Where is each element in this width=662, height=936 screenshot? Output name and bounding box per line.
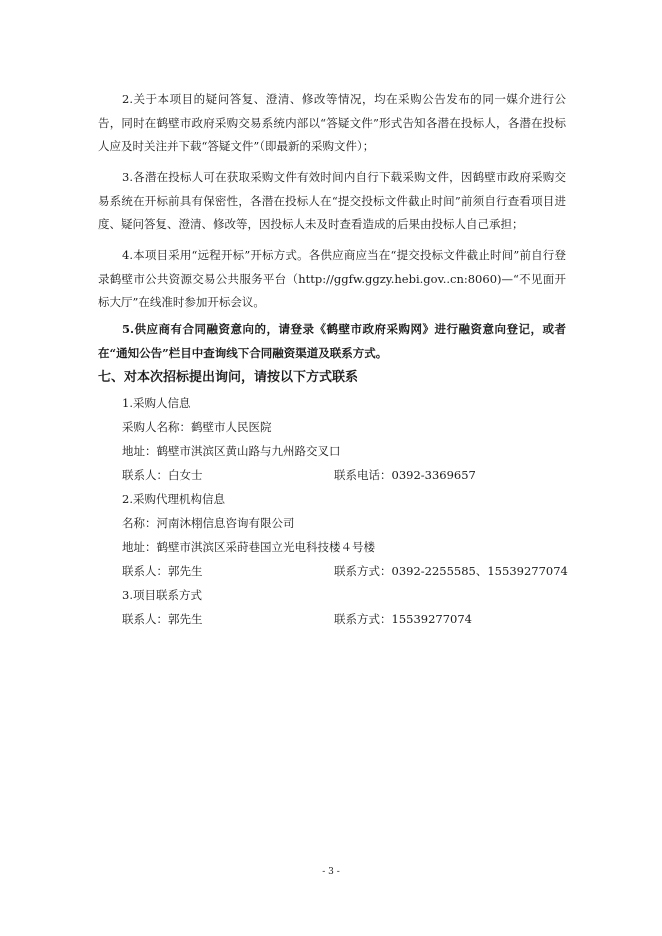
paragraph-clarification: 2.关于本项目的疑问答复、澄清、修改等情况，均在采购公告发布的同一媒介进行公告，同时在鹤壁市政府采购交易系统内部以“答疑文件”形式告知各潜在投标人，各潜在投标人应及时关注并下载“答疑文件”（即最新的采购文件）； xyxy=(98,92,566,153)
project-title: 3.项目联系方式 xyxy=(122,588,202,602)
project-contact: 联系人：郭先生 xyxy=(122,612,203,626)
page-number: - 3 - xyxy=(322,867,340,877)
agency-title: 2.采购代理机构信息 xyxy=(122,492,225,506)
paragraph-financing: 5.供应商有合同融资意向的，请登录《鹤壁市政府采购网》进行融资意向登记，或者在“通知公告”栏目中查询线下合同融资渠道及联系方式。 xyxy=(98,322,566,360)
agency-phone: 联系方式：0392-2255585、15539277074 xyxy=(334,564,568,578)
purchaser-title: 1.采购人信息 xyxy=(122,396,191,410)
paragraph-remote-opening: 4.本项目采用“远程开标”开标方式。各供应商应当在“提交投标文件截止时间”前自行登录鹤壁市公共资源交易公共服务平台（http://ggfw.ggzy.hebi.gov..cn:8060)—“不见面开标大厅”在线准时参加开标会议。 xyxy=(98,248,566,309)
agency-address: 地址：鹤壁市淇滨区采莳巷国立光电科技楼４号楼 xyxy=(122,540,375,554)
purchaser-contact: 联系人：白女士 xyxy=(122,468,203,482)
purchaser-phone: 联系电话：0392-3369657 xyxy=(334,468,476,482)
project-phone: 联系方式：15539277074 xyxy=(334,612,472,626)
purchaser-name: 采购人名称：鹤壁市人民医院 xyxy=(122,420,272,434)
agency-contact: 联系人：郭先生 xyxy=(122,564,203,578)
section-heading-contact: 七、对本次招标提出询问，请按以下方式联系 xyxy=(98,370,359,385)
purchaser-address: 地址：鹤壁市淇滨区黄山路与九州路交叉口 xyxy=(122,444,341,458)
agency-name: 名称：河南沐栩信息咨询有限公司 xyxy=(122,516,295,530)
paragraph-download: 3.各潜在投标人可在获取采购文件有效时间内自行下载采购文件，因鹤壁市政府采购交易系统在开标前具有保密性，各潜在投标人在“提交投标文件截止时间”前须自行查看项目进度、疑问答复、澄清、修改等，因投标人未及时查看造成的后果由投标人自己承担； xyxy=(98,170,566,231)
